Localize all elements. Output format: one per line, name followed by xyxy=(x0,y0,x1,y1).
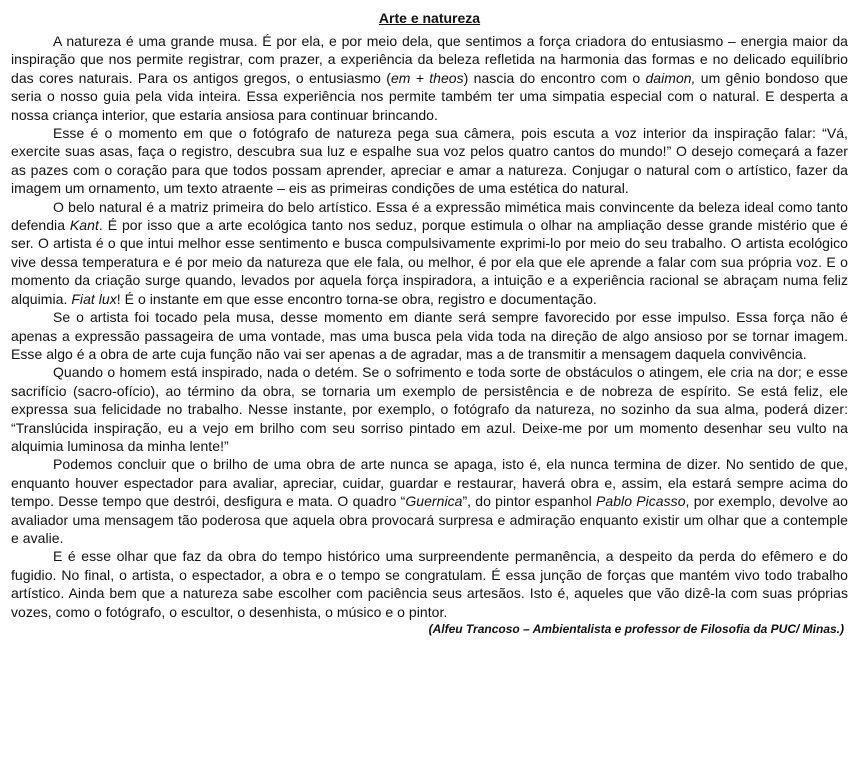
text-span: ) nascia do encontro com o xyxy=(463,69,646,86)
text-span: Esse é o momento em que o fotógrafo de natureza pega sua câmera, pois escuta a voz interior da inspiração falar: “Vá, exercite suas asas, faça o registro, descubra sua luz e espalhe sua voz pelos quatro cantos do mundo!” O desejo começará a fazer as pazes com o coração para que todos possam aprender, apreciar e amar a natureza. Conjugar o natural com o artístico, fazer da imagem um ornamento, um texto atraente – eis as primeiras condições de uma estética do natural. xyxy=(11,125,848,197)
source-citation: (Alfeu Trancoso – Ambientalista e professor de Filosofia da PUC/ Minas.) xyxy=(428,622,844,636)
text-span: , por exemplo, devolve ao avaliador uma mensagem tão poderosa que aquela obra provocará surpresa e admiração enquanto existir um olhar que a contemple e avalie. xyxy=(11,493,848,546)
italic-text-span: daimon, xyxy=(645,69,696,86)
text-span: Se o artista foi tocado pela musa, desse momento em diante será sempre favorecido por esse impulso. Essa força não é apenas a expressão passageira de uma vontade, mas uma busca pela vida toda na direção de algo ansioso por se tornar imagem. Esse algo é a obra de arte cuja função não vai ser apenas a de agradar, mas a de transmitir a mensagem daquela convivência. xyxy=(11,309,848,362)
italic-text-span: Pablo Picasso xyxy=(596,493,686,510)
text-span: Podemos concluir que o brilho de uma obra de arte nunca se apaga, isto é, ela nunca termina de dizer. No sentido de que, enquanto houver espectador para avaliar, apreciar, cuidar, guardar e restaurar, haverá obra e, assim, ela estará sempre acima do tempo. Desse tempo que destrói, desfigura e mata. O quadro “ xyxy=(11,456,848,510)
text-span: A natureza é uma grande musa. É por ela, e por meio dela, que sentimos a força criadora do entusiasmo – energia maior da inspiração que nos permite registrar, com prazer, a experiência da beleza refletida na harmonia das formas e no delicado equilíbrio das cores naturais. Para os antigos gregos, o entusiasmo ( xyxy=(11,33,848,86)
paragraph-3 xyxy=(11,198,848,308)
text-span: E é esse olhar que faz da obra do tempo histórico uma surpreendente permanência, a despeito da perda do efêmero e do fugidio. No final, o artista, o espectador, a obra e o tempo se congratulam. É essa junção de forças que mantém vivo todo trabalho artístico. Ainda bem que a natureza sabe escolher com paciência seus artesãos. Isto é, aqueles que vão dizê-la com suas próprias vozes, como o fotógrafo, o escultor, o desenhista, o músico e o pintor. xyxy=(11,548,848,620)
italic-text-span: Guernica xyxy=(405,493,463,510)
italic-text-span: em + theos xyxy=(390,69,464,86)
paragraph-6 xyxy=(11,455,848,547)
text-span: O belo natural é a matriz primeira do belo artístico. Essa é a expressão mimética mais convincente da beleza ideal como tanto defendia xyxy=(11,198,848,234)
text-span: ! É o instante em que esse encontro torna-se obra, registro e documentação. xyxy=(116,290,597,307)
paragraph-1 xyxy=(11,32,848,124)
paragraph-5 xyxy=(11,363,848,455)
text-span: ”, do pintor espanhol xyxy=(462,493,597,510)
text-span: Quando o homem está inspirado, nada o detém. Se o sofrimento e toda sorte de obstáculos o atingem, ele cria na dor; e esse sacrifício (sacro-ofício), ao término da obra, se tornaria um exemplo de persistência e de nobreza de espírito. Se está feliz, ele expressa sua felicidade no trabalho. Nesse instante, por exemplo, o fotógrafo da natureza, no sozinho da sua alma, poderá dizer: “Translúcida inspiração, eu a vejo em brilho com seu sorriso pintado em azul. Deixe-me por um momento desenhar seu vulto na alquimia luminosa da minha lente!” xyxy=(11,364,848,454)
italic-text-span: Fiat lux xyxy=(71,290,117,307)
document-title: Arte e natureza xyxy=(378,10,481,26)
paragraph-7 xyxy=(11,547,848,621)
text-span: . É por isso que a arte ecológica tanto nos seduz, porque estimula o olhar na ampliação desse grande mistério que é ser. O artista é o que intui melhor esse sentimento e busca compulsivamente exprimi-lo por meio do seu trabalho. O artista ecológico vive dessa temperatura e é por meio da natureza que ele fala, ou melhor, é por ela que ele aprende a falar com sua própria voz. E o momento da criação surge quando, levados por aquela força inspiradora, a intuição e a experiência racional se abraçam numa feliz alquimia. xyxy=(11,217,848,307)
paragraph-4 xyxy=(11,308,848,363)
text-span: um gênio bondoso que seria o nosso guia pela vida inteira. Essa experiência nos permite também ter uma simpatia especial com o natural. E desperta a nossa criança interior, que estaria ansiosa para continuar brincando. xyxy=(11,69,848,123)
paragraph-2 xyxy=(11,124,848,198)
italic-text-span: Kant xyxy=(69,217,99,234)
document-body xyxy=(11,32,848,621)
